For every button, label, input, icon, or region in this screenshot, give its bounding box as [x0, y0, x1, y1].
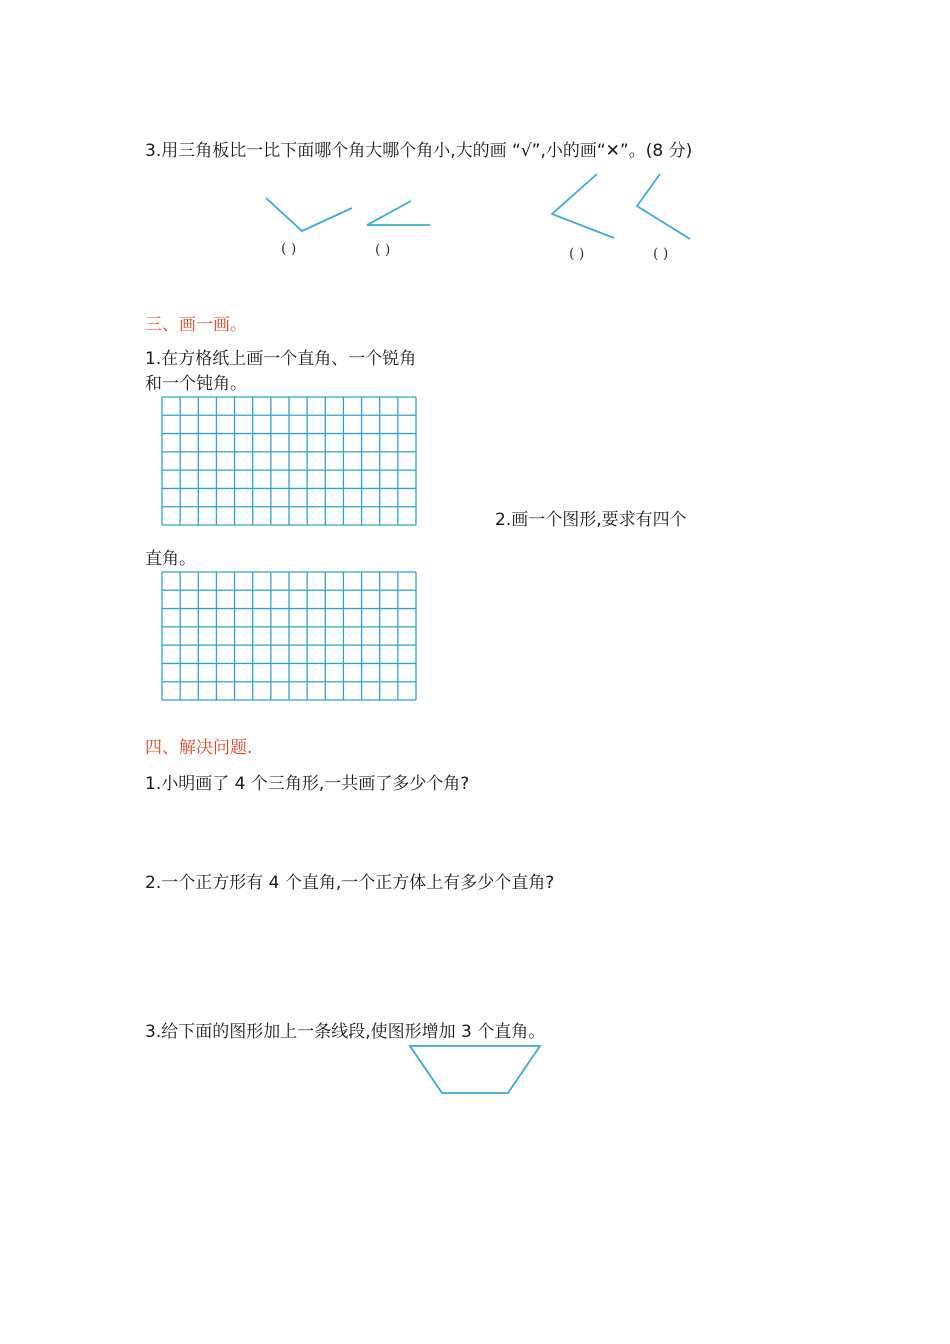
answer-blank-4[interactable]: ( ): [653, 246, 669, 262]
angle-figure-3: [552, 174, 614, 238]
draw-question-2-line-1: 2.画一个图形,要求有四个: [495, 510, 687, 530]
grid-paper-2: [162, 572, 416, 700]
draw-question-1-line-2: 和一个钝角。: [145, 374, 247, 394]
section-3-heading: 三、画一画。: [145, 315, 247, 335]
angle-figure-2: [367, 201, 430, 225]
solve-question-3: 3.给下面的图形加上一条线段,使图形增加 3 个直角。: [145, 1022, 546, 1042]
answer-blank-3[interactable]: ( ): [569, 246, 585, 262]
solve-question-2: 2.一个正方形有 4 个直角,一个正方体上有多少个直角?: [145, 873, 555, 893]
answer-blank-1[interactable]: ( ): [281, 241, 297, 257]
angle-figure-1: [266, 198, 352, 231]
grid-paper-1: [162, 397, 416, 525]
trapezoid-figure: [410, 1046, 540, 1093]
angle-figure-4: [637, 174, 690, 239]
draw-question-1-line-1: 1.在方格纸上画一个直角、一个锐角: [145, 349, 417, 369]
draw-question-2-line-2: 直角。: [145, 549, 196, 569]
solve-question-1: 1.小明画了 4 个三角形,一共画了多少个角?: [145, 774, 470, 794]
answer-blank-2[interactable]: ( ): [375, 242, 391, 258]
question-3-angle-compare: 3.用三角板比一比下面哪个角大哪个角小,大的画 “√”,小的画“✕”。(8 分): [145, 141, 693, 161]
section-4-heading: 四、解决问题.: [145, 738, 253, 758]
